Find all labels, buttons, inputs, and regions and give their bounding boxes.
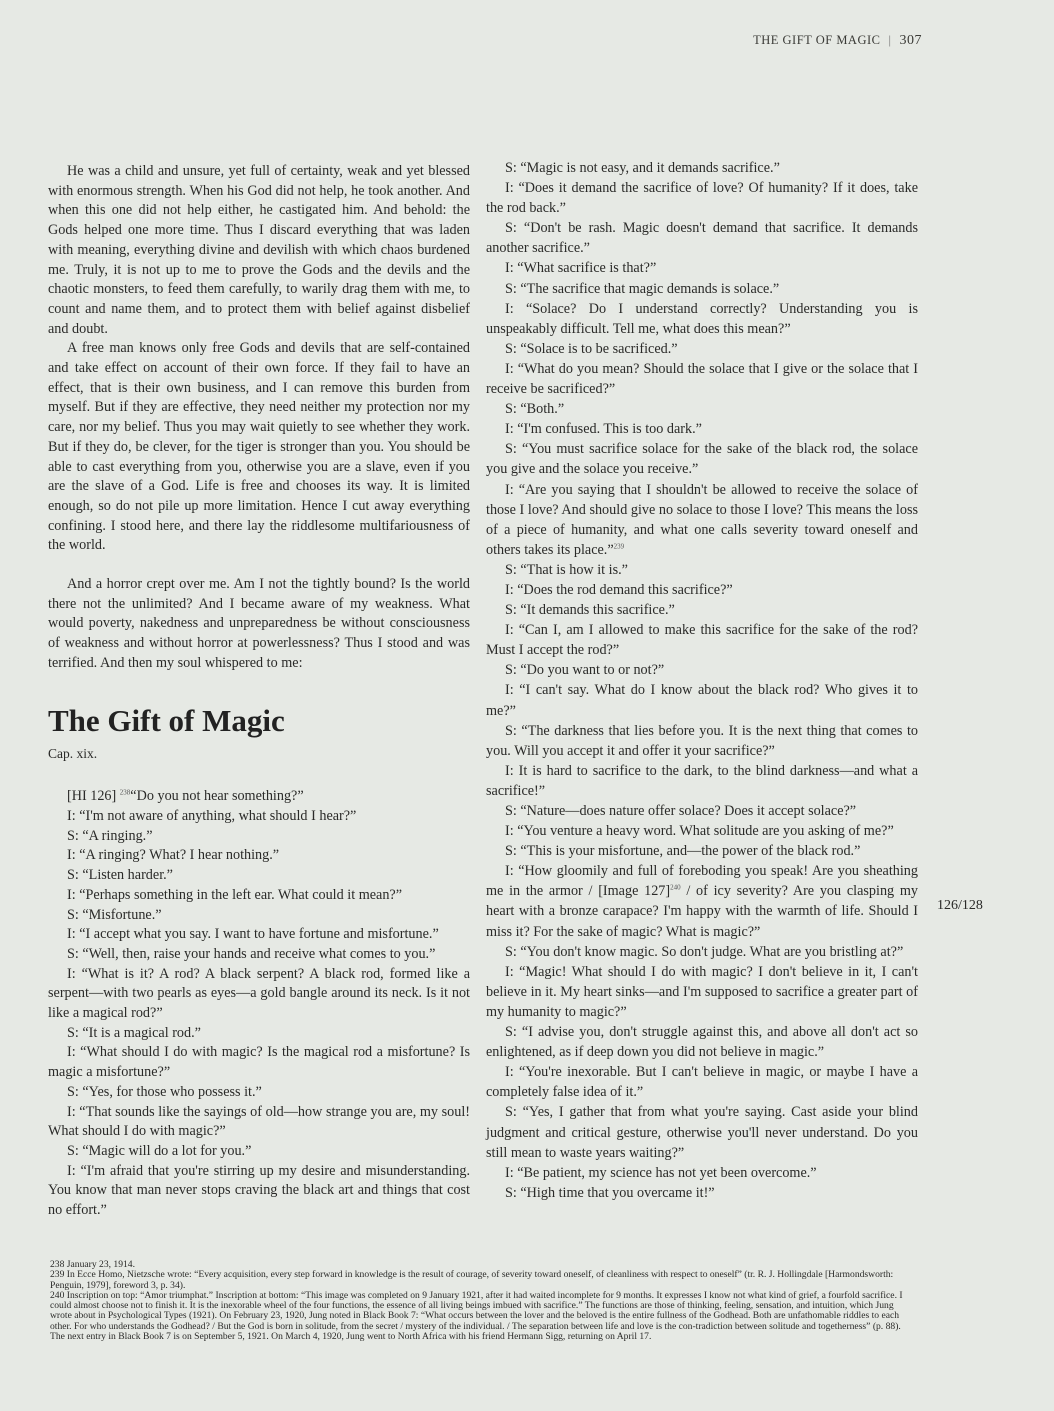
paragraph: He was a child and unsure, yet full of certainty, weak and yet blessed with enormous strength. When his God did not help, he took another. And when this one did not help either, he castigated him. And behold: the Gods helped one more time. Thus I discard everything that was laden with meaning, everything divine and devilish with which chaos burdened me. Truly, it is not up to me to prove the Gods and the devils and the chaotic monsters, to feed them carefully, to warily drag them with me, to count and name them, and to protect them with belief against disbelief and doubt.: [48, 163, 470, 337]
section-gap: [48, 556, 470, 575]
dialogue-text: / of icy severity? Are you clasping my heart with a bronze carapace? I'm happy with the warmth of life. Should I miss it? For the sake of magic? What is magic?”: [486, 883, 918, 940]
dialogue-line: S: “High time that you overcame it!”: [505, 1184, 715, 1201]
hi-reference: [HI 126]: [67, 788, 117, 805]
footnote-ref-238: 238: [119, 788, 131, 797]
left-column: [48, 162, 470, 1221]
dialogue-line: S: “Misfortune.”: [67, 906, 162, 923]
dialogue-line: S: “Do you want to or not?”: [505, 662, 665, 679]
paragraph: A free man knows only free Gods and devils that are self-contained and take effect on account of their own force. If they fail to have an effect, that is their own business, and I can remove this burden from myself. But if they are effective, they need neither my protection nor my care, nor my belief. Thus you may wait quietly to see whether they work. But if they do, be clever, for the tiger is stronger than you. You should be able to cast everything from you, otherwise you are a slave, even if you are the slave of a God. Life is free and chooses its way. It is limited enough, so do not pile up more limitation. Hence I cut away everything confining. I stood here, and there lay the riddlesome multifariousness of the world.: [48, 340, 470, 554]
dialogue-line: S: “Both.”: [505, 401, 565, 418]
dialogue-text: “Do you not hear something?”: [130, 788, 304, 805]
dialogue-line: S: “It demands this sacrifice.”: [505, 602, 675, 619]
dialogue-line: I: “Perhaps something in the left ear. What could it mean?”: [67, 886, 403, 903]
page-number: 307: [899, 33, 922, 48]
dialogue-line: I: “Solace? Do I understand correctly? Understanding you is unspeakably difficult. Tell me, what does this mean?”: [486, 300, 918, 337]
paragraph: And a horror crept over me. Am I not the tightly bound? Is the world there not the unlimited? And I became aware of my weakness. What would poverty, nakedness and unpreparedness be without consciousness of weakness and without horror at powerlessness? Thus I stood and was terrified. And then my soul whispered to me:: [48, 576, 470, 671]
dialogue-line: S: “You must sacrifice solace for the sake of the black rod, the solace you give and the solace you receive.”: [486, 441, 918, 478]
dialogue-block: [486, 560, 918, 861]
dialogue-block: [486, 158, 918, 480]
chapter-title: The Gift of Magic: [48, 702, 285, 738]
dialogue-line: S: “I advise you, don't struggle against this, and above all don't act so enlightened, as if deep down you did not believe in magic.”: [486, 1024, 918, 1061]
chapter-number: Cap. xix.: [48, 745, 98, 761]
dialogue-line: I: “That sounds like the sayings of old—how strange you are, my soul! What should I do with magic?”: [48, 1103, 470, 1140]
margin-page-reference: 126/128: [937, 898, 983, 913]
footnote: 240 Inscription on top: “Amor triumphat.” Inscription at bottom: “This image was completed on 9 January 1921, after it had waited incomplete for 9 months. It expresses I know not what kind of grief, a fourfold sacrifice. I could almost choose not to finish it. It is the inexorable wheel of the four functions, the essence of all living beings imbued with sacrifice.” The functions are those of thinking, feeling, sensation, and intuition, which Jung wrote about in Psychological Types (1921). On February 23, 1920, Jung noted in Black Book 7: “What occurs between the lover and the beloved is the entire fullness of the Godhead. Both are unfathomable riddles to each other. For who understands the Godhead? / But the God is born in solitude, from the secret / mystery of the individual. / The separation between life and love is the con-tradiction between solitude and togetherness” (p. 88). The next entry in Black Book 7 is on September 5, 1921. On March 4, 1920, Jung went to North Africa with his friend Hermann Sigg, returning on April 17.: [50, 1289, 903, 1343]
footnotes: [50, 1260, 912, 1342]
dialogue-line: I: “I can't say. What do I know about the black rod? Who gives it to me?”: [486, 682, 918, 719]
dialogue-line: I: “What should I do with magic? Is the magical rod a misfortune? Is magic a misfortune?”: [48, 1044, 470, 1081]
footnote-ref-240: 240: [670, 883, 681, 892]
dialogue-line: S: “This is your misfortune, and—the power of the black rod.”: [505, 843, 861, 860]
footnote-ref-239: 239: [613, 542, 625, 551]
dialogue-line: S: “A ringing.”: [67, 827, 153, 844]
footnote: 238 January 23, 1914.: [50, 1259, 135, 1270]
dialogue-line: S: “Magic will do a lot for you.”: [67, 1142, 252, 1159]
header-separator: |: [888, 33, 892, 47]
dialogue-text: I: “How gloomily and full of foreboding you speak! Are you sheathing me in the armor / [Image 127]: [486, 863, 918, 900]
dialogue-line: I: “Can I, am I allowed to make this sacrifice for the sake of the rod? Must I accept the rod?”: [486, 622, 918, 659]
dialogue-line: S: “The darkness that lies before you. It is the next thing that comes to you. Will you accept it and offer it your sacrifice?”: [486, 722, 918, 759]
dialogue-line: I: “What is it? A rod? A black serpent? A black rod, formed like a serpent—with two pearls as eyes—a gold bangle around its neck. Is it not like a magical rod?”: [48, 965, 470, 1022]
dialogue-line: S: “Yes, for those who possess it.”: [67, 1083, 262, 1100]
dialogue-line: I: “I'm confused. This is too dark.”: [505, 421, 702, 438]
dialogue-line: I: “What sacrifice is that?”: [505, 260, 657, 277]
dialogue-line: I: “I'm not aware of anything, what should I hear?”: [67, 807, 357, 824]
right-column: [486, 158, 918, 1203]
footnote: 239 In Ecce Homo, Nietzsche wrote: “Every acquisition, every step forward in knowledge is the result of courage, of severity toward oneself, of cleanliness with respect to oneself” (tr. R. J. Hollingdale [Harmondsworth: Penguin, 1979], foreword 3, p. 34).: [50, 1269, 894, 1291]
left-dialogue: [48, 787, 470, 1220]
dialogue-line: [486, 480, 918, 560]
dialogue-line: [486, 861, 918, 941]
dialogue-line: I: “Be patient, my science has not yet been overcome.”: [505, 1164, 817, 1181]
dialogue-line: S: “You don't know magic. So don't judge. What are you bristling at?”: [505, 943, 904, 960]
dialogue-line: S: “It is a magical rod.”: [67, 1024, 201, 1041]
dialogue-line: I: “I'm afraid that you're stirring up my desire and misunderstanding. You know that man never stops craving the black art and things that cost no effort.”: [48, 1162, 470, 1219]
dialogue-line: I: “Does it demand the sacrifice of love? Of humanity? If it does, take the rod back.”: [486, 180, 918, 217]
dialogue-line: S: “Listen harder.”: [67, 867, 173, 884]
dialogue-line: I: “You venture a heavy word. What solitude are you asking of me?”: [505, 823, 894, 840]
dialogue-line: S: “Yes, I gather that from what you're saying. Cast aside your blind judgment and critical gesture, otherwise you'll never understand. Do you still mean to waste years waiting?”: [486, 1104, 918, 1161]
dialogue-line: S: “Magic is not easy, and it demands sacrifice.”: [505, 160, 780, 176]
dialogue-line: I: “You're inexorable. But I can't believe in magic, or maybe I have a completely false idea of it.”: [486, 1064, 918, 1101]
dialogue-line: I: “A ringing? What? I hear nothing.”: [67, 847, 280, 864]
dialogue-line: I: “Magic! What should I do with magic? I don't believe in it, I can't believe in it. My heart sinks—and I'm supposed to sacrifice a greater part of my humanity to magic?”: [486, 963, 918, 1020]
dialogue-line: [48, 787, 470, 807]
dialogue-line: S: “Don't be rash. Magic doesn't demand that sacrifice. It demands another sacrifice.”: [486, 220, 918, 257]
dialogue-text: I: “Are you saying that I shouldn't be allowed to receive the solace of those I love? And should give no solace to those I love? This means the loss of a piece of humanity, and what one calls severity toward oneself and others takes its place.”: [486, 481, 918, 558]
dialogue-line: I: “I accept what you say. I want to have fortune and misfortune.”: [67, 926, 439, 943]
dialogue-line: I: “What do you mean? Should the solace that I give or the solace that I receive be sacrificed?”: [486, 360, 918, 398]
dialogue-line: S: “Solace is to be sacrificed.”: [505, 340, 678, 357]
dialogue-line: I: It is hard to sacrifice to the dark, to the blind darkness—and what a sacrifice!”: [486, 762, 918, 799]
running-header: [753, 33, 922, 49]
dialogue-line: S: “The sacrifice that magic demands is solace.”: [505, 280, 780, 297]
dialogue-block: [486, 942, 918, 1203]
dialogue-line: S: “Nature—does nature offer solace? Does it accept solace?”: [505, 803, 857, 819]
dialogue-line: I: “Does the rod demand this sacrifice?”: [505, 581, 733, 598]
dialogue-line: S: “That is how it is.”: [505, 561, 628, 578]
dialogue-line: S: “Well, then, raise your hands and receive what comes to you.”: [67, 945, 436, 962]
running-title: THE GIFT OF MAGIC: [753, 33, 881, 47]
